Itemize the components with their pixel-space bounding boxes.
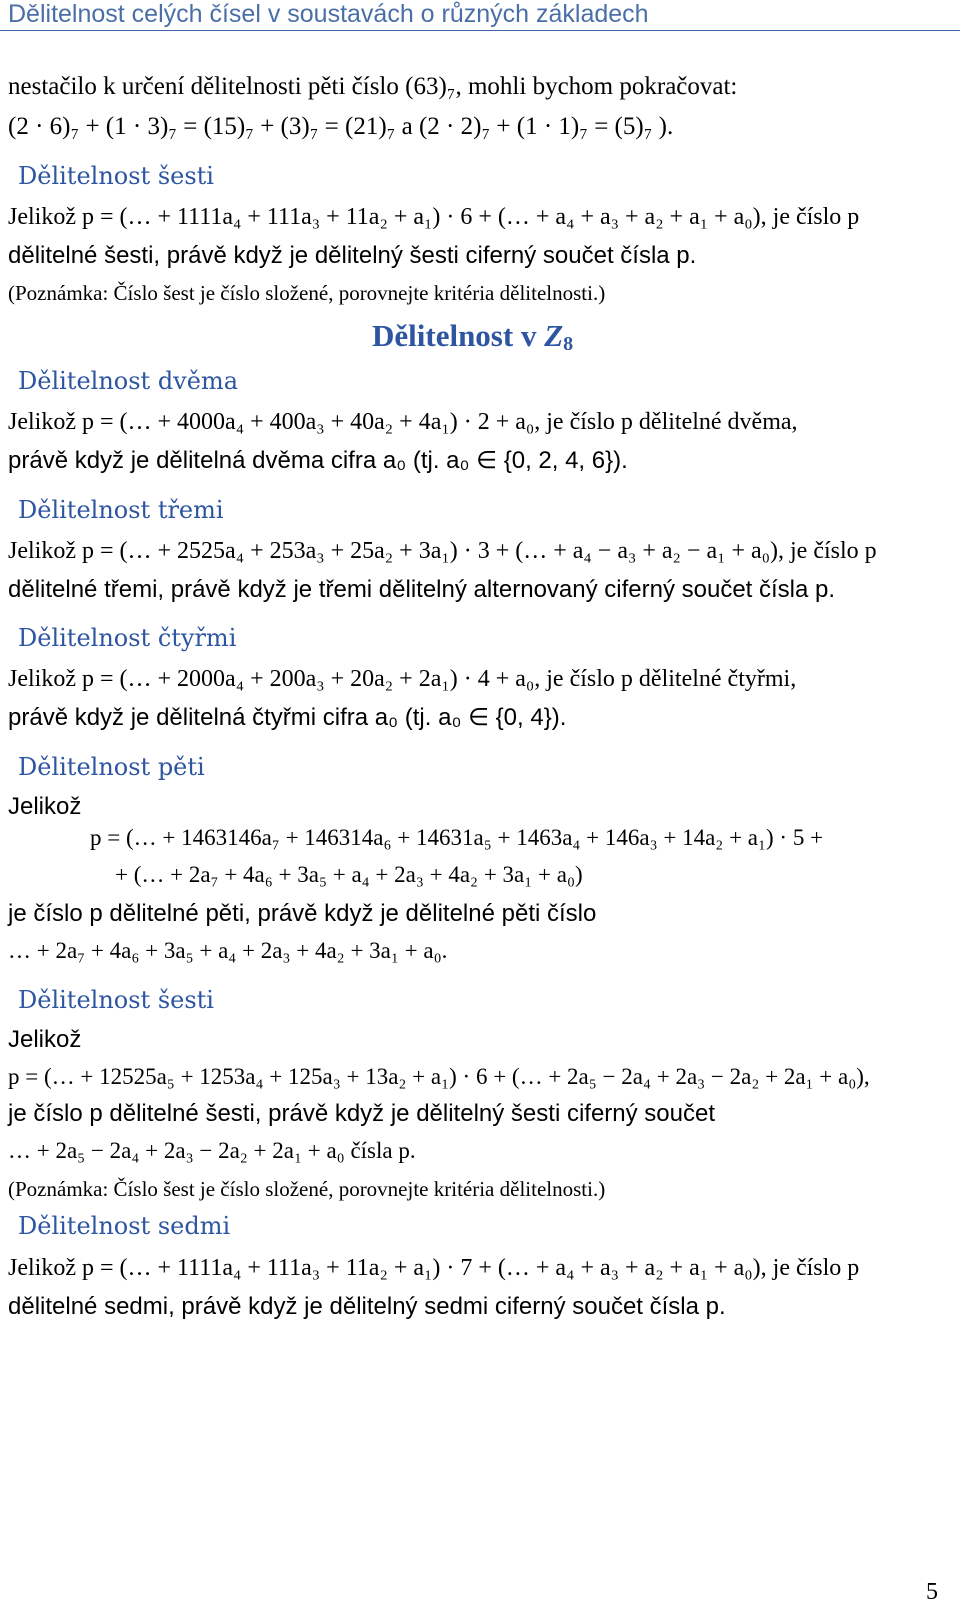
- text-line: dělitelné šesti, právě když je dělitelný šesti ciferný součet čísla p.: [8, 242, 697, 269]
- heading-divisibility-by-five: Dělitelnost pěti: [18, 753, 205, 781]
- section-title: Dělitelnost v $Z_8$: [372, 318, 574, 355]
- page-number: 5: [926, 1579, 938, 1605]
- heading-divisibility-by-six: Dělitelnost šesti: [18, 162, 214, 190]
- text-line: právě když je dělitelná čtyřmi cifra a₀ (tj. a₀ ∈ {0, 4}).: [8, 704, 567, 731]
- heading-divisibility-by-two: Dělitelnost dvěma: [18, 367, 239, 395]
- text-line: Jelikož: [8, 1026, 82, 1053]
- math-line: Jelikož p = (… + 2000a₄ + 200a₃ + 20a₂ + 2a₁) · 4 + a₀, je číslo p dělitelné čtyřmi,: [8, 666, 797, 692]
- math-line: (2 · 6)₇ + (1 · 3)₇ = (15)₇ + (3)₇ = (21)₇ a (2 · 2)₇ + (1 · 1)₇ = (5)₇ ).: [8, 113, 674, 140]
- math-line: Jelikož p = (… + 1111a₄ + 111a₃ + 11a₂ + a₁) · 7 + (… + a₄ + a₃ + a₂ + a₁ + a₀), je číslo p: [8, 1255, 860, 1281]
- math-line: Jelikož p = (… + 1111a₄ + 111a₃ + 11a₂ + a₁) · 6 + (… + a₄ + a₃ + a₂ + a₁ + a₀), je číslo p: [8, 204, 860, 230]
- heading-divisibility-by-four: Dělitelnost čtyřmi: [18, 624, 237, 652]
- text-line: nestačilo k určení dělitelnosti pěti číslo (63)₇, mohli bychom pokračovat:: [8, 73, 738, 100]
- math-line: p = (… + 1463146a₇ + 146314a₆ + 14631a₅ + 1463a₄ + 146a₃ + 14a₂ + a₁) · 5 +: [90, 825, 824, 850]
- math-line: Jelikož p = (… + 2525a₄ + 253a₃ + 25a₂ + 3a₁) · 3 + (… + a₄ − a₃ + a₂ − a₁ + a₀), je číslo p: [8, 538, 877, 564]
- text-line: je číslo p dělitelné šesti, právě když je dělitelný šesti ciferný součet: [8, 1100, 716, 1127]
- text-line: dělitelné třemi, právě když je třemi dělitelný alternovaný ciferný součet čísla p.: [8, 576, 836, 603]
- math-line: Jelikož p = (… + 4000a₄ + 400a₃ + 40a₂ + 4a₁) · 2 + a₀, je číslo p dělitelné dvěma,: [8, 409, 798, 435]
- heading-divisibility-by-six: Dělitelnost šesti: [18, 986, 214, 1014]
- running-header: [0, 0, 960, 31]
- running-header-title: Dělitelnost celých čísel v soustavách o různých základech: [8, 0, 649, 28]
- note-line: (Poznámka: Číslo šest je číslo složené, porovnejte kritéria dělitelnosti.): [8, 1177, 606, 1201]
- math-line: … + 2a₅ − 2a₄ + 2a₃ − 2a₂ + 2a₁ + a₀ čísla p.: [8, 1138, 416, 1163]
- heading-divisibility-by-three: Dělitelnost třemi: [18, 496, 224, 524]
- text-line: je číslo p dělitelné pěti, právě když je dělitelné pěti číslo: [8, 900, 597, 927]
- text-line: dělitelné sedmi, právě když je dělitelný sedmi ciferný součet čísla p.: [8, 1293, 726, 1320]
- math-line: p = (… + 12525a₅ + 1253a₄ + 125a₃ + 13a₂ + a₁) · 6 + (… + 2a₅ − 2a₄ + 2a₃ − 2a₂ + 2a₁ + a₀),: [8, 1064, 870, 1089]
- math-line: + (… + 2a₇ + 4a₆ + 3a₅ + a₄ + 2a₃ + 4a₂ + 3a₁ + a₀): [115, 862, 583, 887]
- heading-divisibility-by-seven: Dělitelnost sedmi: [18, 1212, 231, 1240]
- note-line: (Poznámka: Číslo šest je číslo složené, porovnejte kritéria dělitelnosti.): [8, 281, 606, 305]
- text-line: Jelikož: [8, 793, 82, 820]
- math-line: … + 2a₇ + 4a₆ + 3a₅ + a₄ + 2a₃ + 4a₂ + 3a₁ + a₀.: [8, 938, 448, 963]
- text-line: právě když je dělitelná dvěma cifra a₀ (tj. a₀ ∈ {0, 2, 4, 6}).: [8, 447, 628, 474]
